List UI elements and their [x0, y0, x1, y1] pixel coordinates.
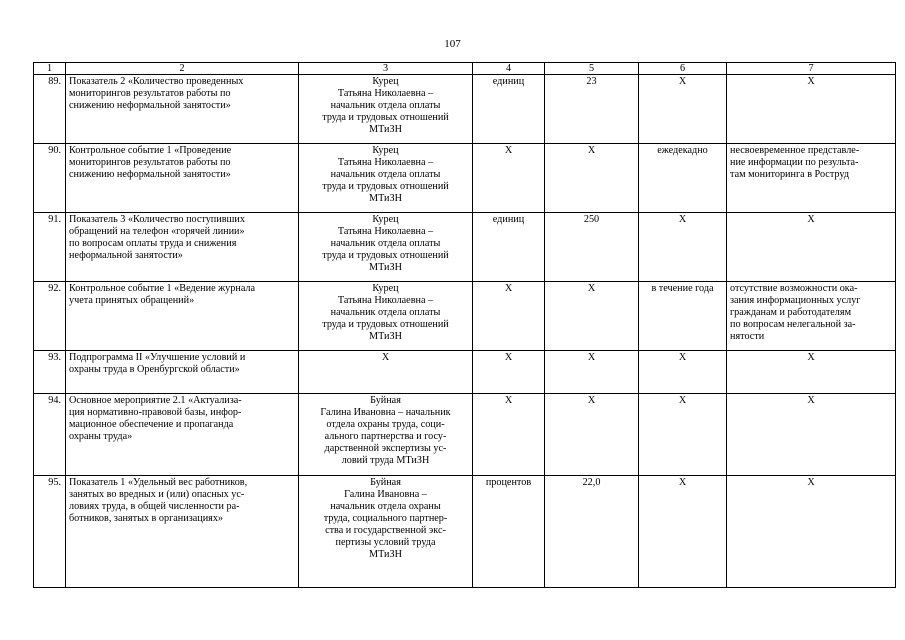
row-unit: Х	[473, 144, 545, 213]
row-responsible: Курец Татьяна Николаевна – начальник отдела оплаты труда и трудовых отношений МТиЗН	[299, 75, 473, 144]
table-row	[34, 144, 896, 213]
column-header: 4	[473, 63, 545, 75]
row-risk: Х	[727, 75, 896, 144]
row-risk: Х	[727, 351, 896, 394]
row-period: Х	[639, 476, 727, 588]
row-risk: Х	[727, 476, 896, 588]
column-header: 2	[66, 63, 299, 75]
row-period: Х	[639, 213, 727, 282]
table-row	[34, 476, 896, 588]
row-number: 93.	[34, 351, 66, 394]
row-unit: Х	[473, 351, 545, 394]
row-name: Показатель 2 «Количество проведенных мониторингов результатов работы по снижению неформальной занятости»	[66, 75, 299, 144]
row-name: Показатель 3 «Количество поступивших обращений на телефон «горячей линии» по вопросам оплаты труда и снижения неформальной занятости»	[66, 213, 299, 282]
row-risk: Х	[727, 394, 896, 476]
row-value: 23	[545, 75, 639, 144]
column-header: 6	[639, 63, 727, 75]
row-unit: Х	[473, 394, 545, 476]
row-risk: Х	[727, 213, 896, 282]
row-name: Контрольное событие 1 «Ведение журнала учета принятых обращений»	[66, 282, 299, 351]
row-period: ежедекадно	[639, 144, 727, 213]
column-header: 1	[34, 63, 66, 75]
column-header: 3	[299, 63, 473, 75]
row-name: Показатель 1 «Удельный вес работников, занятых во вредных и (или) опасных ус- ловиях труда, в общей численности ра- ботников, занятых в организациях»	[66, 476, 299, 588]
row-responsible: Курец Татьяна Николаевна – начальник отдела оплаты труда и трудовых отношений МТиЗН	[299, 144, 473, 213]
row-unit: единиц	[473, 75, 545, 144]
row-risk: несвоевременное представле- ние информации по результа- там мониторинга в Роструд	[727, 144, 896, 213]
row-number: 91.	[34, 213, 66, 282]
row-number: 89.	[34, 75, 66, 144]
row-number: 95.	[34, 476, 66, 588]
row-value: Х	[545, 282, 639, 351]
table-header-row	[34, 63, 896, 75]
row-unit: процентов	[473, 476, 545, 588]
row-responsible: Курец Татьяна Николаевна – начальник отдела оплаты труда и трудовых отношений МТиЗН	[299, 282, 473, 351]
row-responsible: Буйная Галина Ивановна – начальник отдела охраны труда, соци- ального партнерства и госу- дарственной экспертизы ус- ловий труда МТиЗН	[299, 394, 473, 476]
row-value: Х	[545, 394, 639, 476]
row-number: 92.	[34, 282, 66, 351]
row-value: Х	[545, 351, 639, 394]
table-row	[34, 351, 896, 394]
column-header: 7	[727, 63, 896, 75]
row-responsible: Буйная Галина Ивановна – начальник отдела охраны труда, социального партнер- ства и государственной экс- пертизы условий труда МТиЗН	[299, 476, 473, 588]
row-name: Основное мероприятие 2.1 «Актуализа- ция нормативно-правовой базы, инфор- мационное обеспечение и пропаганда охраны труда»	[66, 394, 299, 476]
row-name: Подпрограмма II «Улучшение условий и охраны труда в Оренбургской области»	[66, 351, 299, 394]
row-risk: отсутствие возможности ока- зания информационных услуг гражданам и работодателям по вопросам нелегальной за- нятости	[727, 282, 896, 351]
row-name: Контрольное событие 1 «Проведение мониторингов результатов работы по снижению неформальной занятости»	[66, 144, 299, 213]
column-header: 5	[545, 63, 639, 75]
row-value: 250	[545, 213, 639, 282]
row-number: 94.	[34, 394, 66, 476]
indicators-table	[33, 62, 896, 588]
row-value: 22,0	[545, 476, 639, 588]
table-row	[34, 213, 896, 282]
row-period: Х	[639, 351, 727, 394]
row-period: Х	[639, 394, 727, 476]
row-period: в течение года	[639, 282, 727, 351]
table-row	[34, 394, 896, 476]
row-unit: Х	[473, 282, 545, 351]
row-period: Х	[639, 75, 727, 144]
row-responsible: Х	[299, 351, 473, 394]
row-unit: единиц	[473, 213, 545, 282]
row-value: Х	[545, 144, 639, 213]
page-number: 107	[444, 38, 461, 50]
row-responsible: Курец Татьяна Николаевна – начальник отдела оплаты труда и трудовых отношений МТиЗН	[299, 213, 473, 282]
table-row	[34, 282, 896, 351]
row-number: 90.	[34, 144, 66, 213]
table-row	[34, 75, 896, 144]
